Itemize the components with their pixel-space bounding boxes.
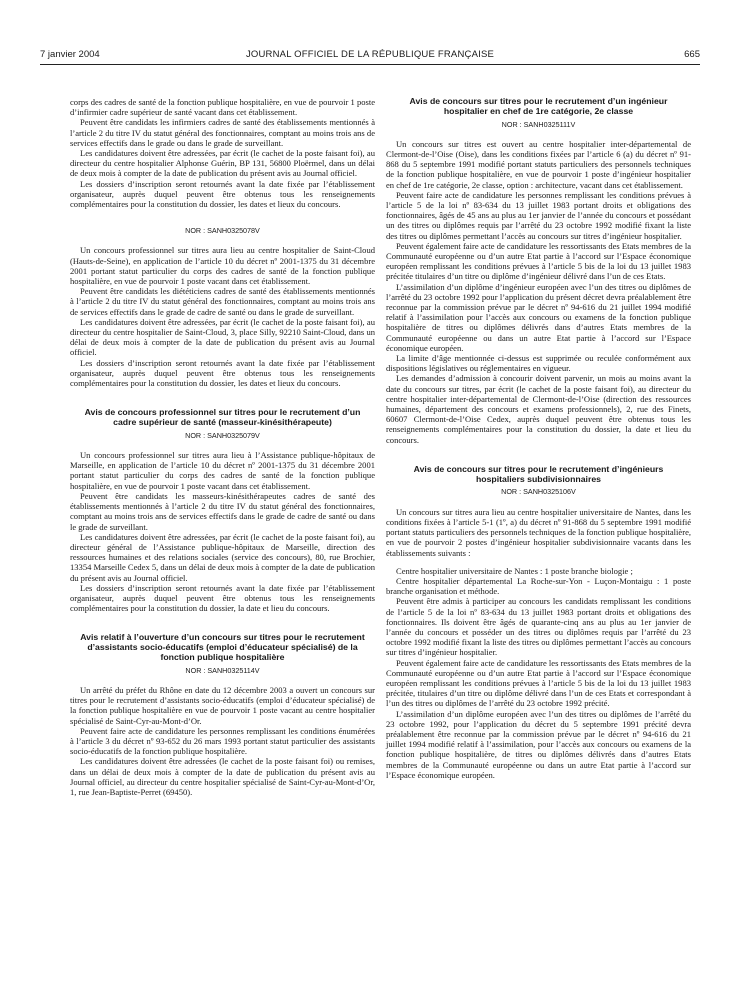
- paragraph: Peuvent faire acte de candidature les personnes remplissant les conditions énumérées à l’article 3 du décret nº 93-652 du 26 mars 1993 portant statut particulier des assistants socio-éducatifs de la fonction publique hospitalière.: [70, 725, 375, 757]
- paragraph: Un concours professionnel sur titres aura lieu à l’Assistance publique-hôpitaux de Marseille, en application de l’article 10 du décret nº 2001-1375 du 31 décembre 2001 portant statut particulier du corps des cadres de santé de la fonction publique hospitalière, en vue de pourvoir 1 poste vacant dans cet établissement.: [70, 450, 375, 491]
- nor-reference: NOR : SANH0325106V: [501, 487, 576, 497]
- paragraph: Peuvent faire acte de candidature les personnes remplissant les conditions prévues à l’article 5 de la loi nº 83-634 du 13 juillet 1983 portant droits et obligations des fonctionnaires, âgés de 45 ans au plus au 1er janvier de l’année du concours et possédant un des titres ou diplômes requis par l’arrêté du 23 octobre 1992 modifié fixant la liste des titres ou diplômes permettant l’accès au concours sur titres d’ingénieur hospitalier.: [386, 189, 691, 241]
- paragraph: Les dossiers d’inscription seront retournés avant la date fixée par l’établissement organisateur, auprès duquel peuvent être obtenus tous les renseignements complémentaires pour la constitution du dossier, les dates et lieux du concours.: [70, 178, 375, 210]
- nor-reference: NOR : SANH0325111V: [501, 119, 576, 129]
- paragraph: Peuvent être candidats les masseurs-kinésithérapeutes cadres de santé des établissements mentionnés à l’article 2 du titre IV du statut général des fonctionnaires, comptant au moins trois ans de services effectifs dans le grade de cadre de santé ou dans le grade de surveillant.: [70, 490, 375, 532]
- notice-title: Avis de concours professionnel sur titres pour le recrutement d’un cadre supérieur de santé (masseur-kinésithérapeute): [84, 407, 361, 428]
- nor-reference: NOR : SANH0325078V: [185, 226, 260, 236]
- right-column: [386, 97, 691, 780]
- paragraph: Les candidatures doivent être adressées, par écrit (le cachet de la poste faisant foi), au directeur du centre hospitalier Alphonse Guérin, BP 131, 56800 Ploërmel, dans un délai de deux mois à compter de la date de publication du présent avis au Journal officiel.: [70, 148, 375, 179]
- page-header: [40, 49, 700, 65]
- paragraph: Un concours sur titres aura lieu au centre hospitalier universitaire de Nantes, dans les conditions fixées à l’article 5-1 (1º, a) du décret nº 91-868 du 5 septembre 1991 modifié portant statuts particuliers des personnels techniques de la fonction publique hospitalière, en vue de pourvoir 2 postes d’ingénieur hospitalier subdivisionnaire vacants dans les établissements suivants :: [386, 506, 691, 558]
- paragraph: Les candidatures doivent être adressées (le cachet de la poste faisant foi) ou remises, dans un délai de deux mois à compter de la date de publication du présent avis au Journal officiel, au directeur du centre hospitalier spécialisé de Saint-Cyr-au-Mont-d’Or, 1, rue Jean-Baptiste-Perret (69450).: [70, 756, 375, 797]
- notice-title: Avis relatif à l’ouverture d’un concours sur titres pour le recrutement d’assistants socio-éducatifs (emploi d’éducateur spécialisé) de la fonction publique hospitalière: [80, 632, 365, 662]
- paragraph: Centre hospitalier universitaire de Nantes : 1 poste branche biologie ;: [396, 565, 633, 576]
- paragraph: L’assimilation d’un diplôme européen avec l’un des titres ou diplômes de l’arrêté du 23 octobre 1992, pour l’application du décret du 5 septembre 1991 précité devra préalablement être reconnue par la commission prévue par le décret nº 94-616 du 21 juillet 1994 modifié relatif à l’assimilation, pour l’accès aux concours ou examens de la fonction publique hospitalière, de titres ou diplômes délivrés dans d’autres Etats membres de la Communauté européenne ou dans un autre Etat partie à l’accord sur l’Espace économique européen.: [386, 708, 691, 780]
- paragraph: La limite d’âge mentionnée ci-dessus est supprimée ou reculée conformément aux dispositions législatives ou réglementaires en vigueur.: [386, 353, 691, 374]
- paragraph: Les dossiers d’inscription seront retournés avant la date fixée par l’établissement organisateur, auprès duquel peuvent être obtenus tous les renseignements complémentaires pour la constitution du dossier, la date et lieu du concours.: [70, 582, 375, 614]
- header-page-number: 665: [684, 49, 700, 60]
- paragraph: Un concours professionnel sur titres aura lieu au centre hospitalier de Saint-Cloud (Hauts-de-Seine), en application de l’article 10 du décret nº 2001-1375 du 31 décembre 2001 portant statut particulier du corps des cadres de santé de la fonction publique hospitalière, en vue de pourvoir 1 poste vacant dans cet établissement.: [70, 245, 375, 287]
- nor-reference: NOR : SANH0325114V: [185, 665, 260, 675]
- left-column: [70, 97, 375, 797]
- paragraph: Peuvent également faire acte de candidature les ressortissants des Etats membres de la Communauté européenne ou d’un autre Etat partie à l’accord sur l’Espace économique européen remplissant les conditions prévues à l’article 5 bis de la loi du 13 juillet 1983 précitée titulaires d’un titre ou diplôme d’ingénieur délivré dans l’un de ces Etats.: [386, 240, 691, 282]
- paragraph: Peuvent être candidats les diététiciens cadres de santé des établissements mentionnés à l’article 2 du titre IV du statut général des fonctionnaires, comptant au moins trois ans de services effectifs dans le grade de cadre de santé ou dans le grade de surveillant.: [70, 286, 375, 317]
- notice-title: Avis de concours sur titres pour le recrutement d’ingénieurs hospitaliers subdivisionnaires: [413, 463, 664, 484]
- paragraph: corps des cadres de santé de la fonction publique hospitalière, en vue de pourvoir 1 poste d’infirmier cadre supérieur de santé vacant dans cet établissement.: [70, 97, 375, 118]
- header-date: 7 janvier 2004: [40, 49, 100, 60]
- header-journal-title: JOURNAL OFFICIEL DE LA RÉPUBLIQUE FRANÇAISE: [245, 49, 495, 60]
- header-rule: [40, 64, 700, 65]
- paragraph: Un concours sur titres est ouvert au centre hospitalier inter-départemental de Clermont-de-l’Oise (Oise), dans les conditions fixées par l’article 6 (a) du décret nº 91-868 du 5 septembre 1991 modifié portant statuts particuliers des personnels techniques de la fonction publique hospitalière, en vue de pourvoir 1 poste d’ingénieur hospitalier en chef de 1re catégorie, 2e classe, option : architecture, vacant dans cet établissement.: [386, 138, 691, 190]
- paragraph: Peuvent être candidats les infirmiers cadres de santé des établissements mentionnés à l’article 2 du titre IV du statut général des fonctionnaires, comptant au moins trois ans de services effectifs dans le grade ou dans le grade de surveillant.: [70, 117, 375, 148]
- paragraph: Les dossiers d’inscription seront retournés avant la date fixée par l’établissement organisateur, auprès duquel peuvent être obtenus tous les renseignements complémentaires pour la constitution du dossier, les dates et lieux du concours.: [70, 357, 375, 389]
- paragraph: Les candidatures doivent être adressées, par écrit (le cachet de la poste faisant foi), au directeur général de l’Assistance publique-hôpitaux de Marseille, direction des ressources humaines et des relations sociales (service des concours), 80, rue Brochier, 13354 Marseille Cedex 5, dans un délai de deux mois à compter de la date de publication du présent avis au Journal officiel.: [70, 531, 375, 583]
- paragraph: Un arrêté du préfet du Rhône en date du 12 décembre 2003 a ouvert un concours sur titres pour le recrutement d’assistants socio-éducatifs (emploi d’éducateur spécialisé) de la fonction publique hospitalière en vue de pourvoir 1 poste vacant au centre hospitalier spécialisé de Saint-Cyr-au-Mont-d’Or.: [70, 684, 375, 726]
- paragraph: Peuvent être admis à participer au concours les candidats remplissant les conditions de l’article 5 de la loi nº 83-634 du 13 juillet 1983 portant droits et obligations des fonctionnaires. Ils doivent être âgés de quarante-cinq ans au plus au 1er janvier de l’année du concours et posséder un des titres ou diplômes requis par l’arrêté du 23 octobre 1992 modifié fixant la liste des titres ou diplômes permettant l’accès au concours sur titres d’ingénieur hospitalier.: [386, 596, 691, 658]
- paragraph: Les demandes d’admission à concourir doivent parvenir, un mois au moins avant la date du concours sur titres, par écrit (le cachet de la poste faisant foi), au directeur du centre hospitalier inter-départemental de Clermont-de-l’Oise (direction des ressources humaines, département des concours et examens professionnels), 2, rue des Finets, 60607 Clermont-de-l’Oise Cedex, auprès duquel peuvent être obtenus tous les renseignements complémentaires pour la constitution du dossier, la date et lieu du concours.: [386, 373, 691, 445]
- notice-title: Avis de concours sur titres pour le recrutement d’un ingénieur hospitalier en chef de 1re catégorie, 2e classe: [409, 96, 668, 116]
- nor-reference: NOR : SANH0325079V: [185, 430, 260, 440]
- paragraph: L’assimilation d’un diplôme d’ingénieur européen avec l’un des titres ou diplômes de l’arrêté du 23 octobre 1992 pour l’application du présent décret devra préalablement être reconnue par la commission prévue par le décret nº 94-616 du 21 juillet 1994 modifié relatif à l’assimilation pour l’accès aux concours ou examens de la fonction publique hospitalière de titres ou diplômes délivrés dans d’autres Etats membres de la Communauté européenne ou dans un autre Etat partie à l’accord sur l’Espace économique européen.: [386, 281, 691, 353]
- paragraph: Les candidatures doivent être adressées, par écrit (le cachet de la poste faisant foi), au directeur du centre hospitalier de Saint-Cloud, 3, place Silly, 92210 Saint-Cloud, dans un délai de deux mois à compter de la date de publication du présent avis au Journal officiel.: [70, 316, 375, 358]
- paragraph: Centre hospitalier départemental La Roche-sur-Yon - Luçon-Montaigu : 1 poste branche organisation et méthode.: [386, 575, 691, 597]
- paragraph: Peuvent également faire acte de candidature les ressortissants des Etats membres de la Communauté européenne ou d’un autre Etat partie à l’accord sur l’Espace économique européen remplissant les conditions prévues à l’article 5 bis de la loi du 13 juillet 1983 précitée, titulaires d’un titre ou diplôme délivré dans l’un de ces Etats et correspondant à l’un des titres ou diplômes de l’arrêté du 23 octobre 1992 précité.: [386, 657, 691, 709]
